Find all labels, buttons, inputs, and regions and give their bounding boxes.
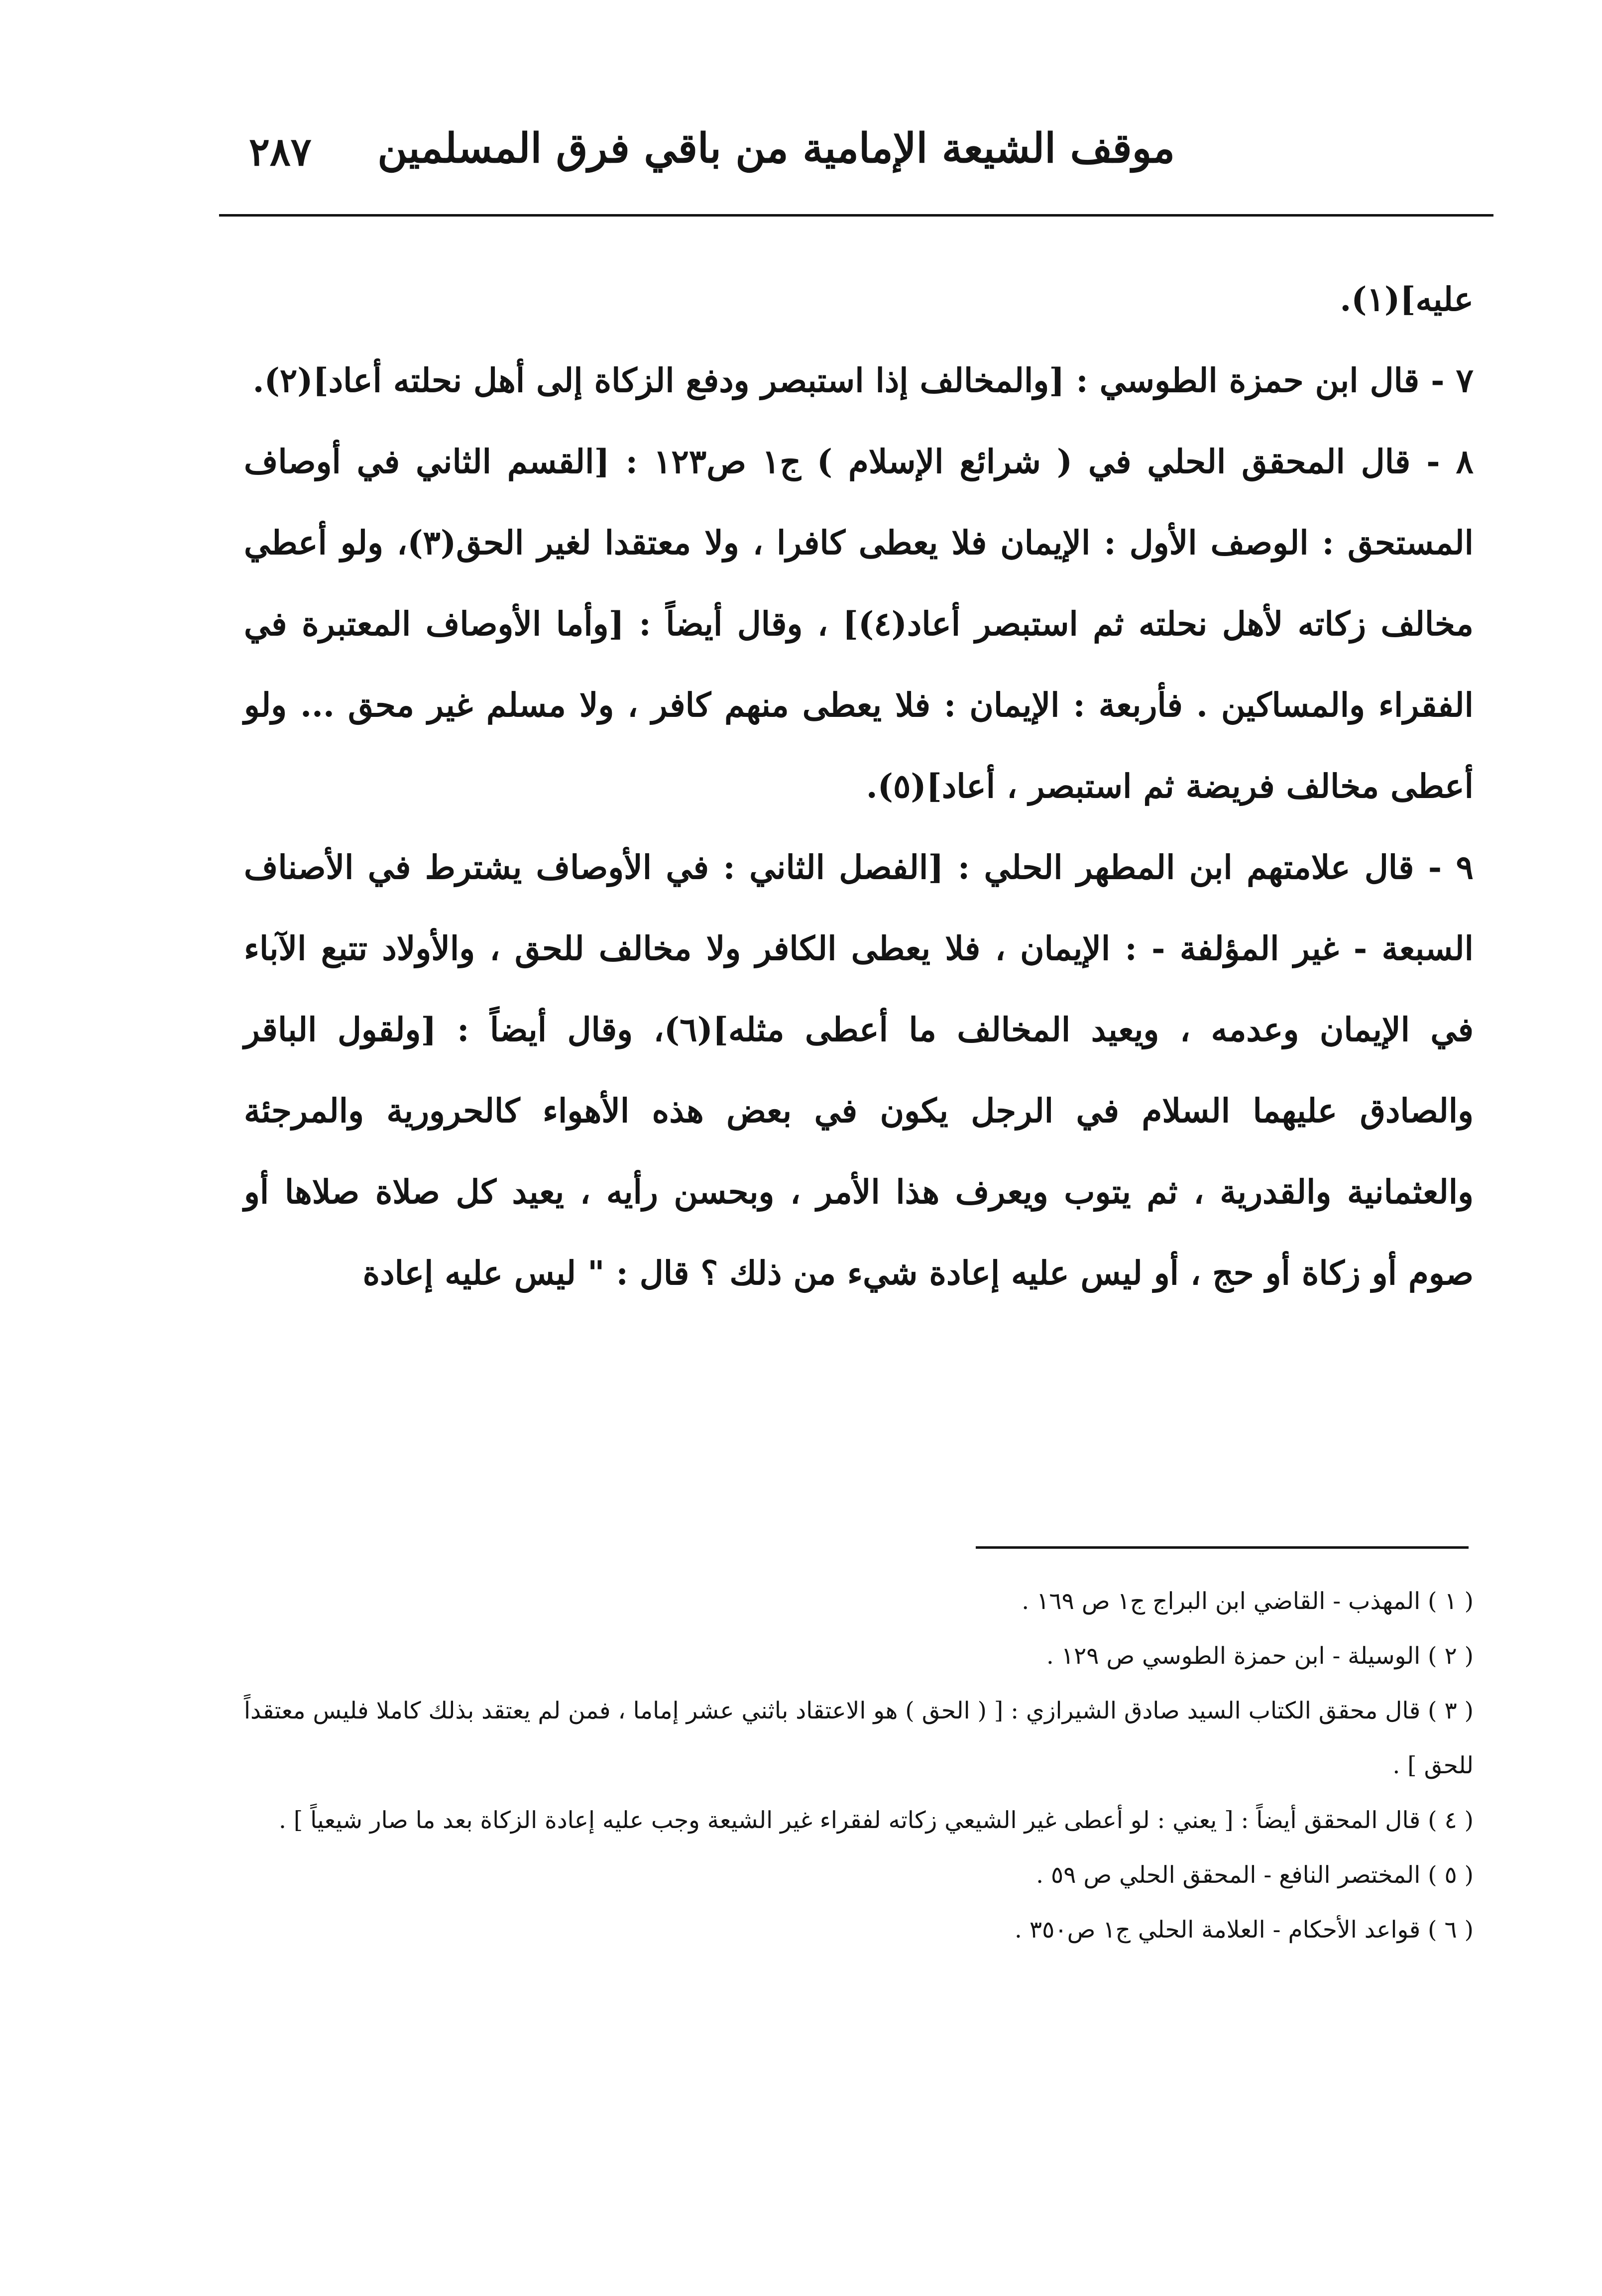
footnote-5: ( ٥ ) المختصر النافع - المحقق الحلي ص ٥٩ . bbox=[1036, 1861, 1474, 1889]
footnote-divider bbox=[976, 1546, 1469, 1549]
footnote-1: ( ١ ) المهذب - القاضي ابن البراج ج١ ص ١٦٩ . bbox=[1022, 1588, 1474, 1615]
paragraph-8: ٨ - قال المحقق الحلي في ( شرائع الإسلام ) ج١ ص١٢٣ : [القسم الثاني في أوصاف المستحق : الوصف الأول : الإيمان فلا يعطى كافرا ، ولا معتقدا لغير الحق(٣)، ولو أعطي مخالف زكاته لأهل نحلته ثم استبصر أعاد(٤)] ، وقال أيضاً : [وأما الأوصاف المعتبرة في الفقراء والمساكين . فأربعة : الإيمان : فلا يعطى منهم كافر ، ولا مسلم غير محق ... ولو أعطى مخالف فريضة ثم استبصر ، أعاد](٥). bbox=[244, 442, 1474, 805]
main-text bbox=[244, 259, 1474, 1314]
header-divider bbox=[219, 214, 1493, 217]
page-number: ٢٨٧ bbox=[249, 129, 312, 175]
footnote-3: ( ٣ ) قال محقق الكتاب السيد صادق الشيرازي : [ ( الحق ) هو الاعتقاد باثني عشر إماما ، فمن لم يعتقد بذلك كاملا فليس معتقداً للحق ] . bbox=[244, 1697, 1474, 1779]
running-header bbox=[219, 115, 1493, 199]
running-title: موقف الشيعة الإمامية من باقي فرق المسلمين bbox=[377, 124, 1175, 172]
footnote-6: ( ٦ ) قواعد الأحكام - العلامة الحلي ج١ ص٣٥٠ . bbox=[1014, 1916, 1474, 1944]
footnotes bbox=[244, 1574, 1474, 1957]
footnote-2: ( ٢ ) الوسيلة - ابن حمزة الطوسي ص ١٢٩ . bbox=[1046, 1642, 1474, 1670]
paragraph-7: ٧ - قال ابن حمزة الطوسي : [والمخالف إذا استبصر ودفع الزكاة إلى أهل نحلته أعاد](٢). bbox=[252, 361, 1474, 400]
paragraph-9: ٩ - قال علامتهم ابن المطهر الحلي : [الفصل الثاني : في الأوصاف يشترط في الأصناف السبعة - غير المؤلفة - : الإيمان ، فلا يعطى الكافر ولا مخالف للحق ، والأولاد تتبع الآباء في الإيمان وعدمه ، ويعيد المخالف ما أعطى مثله](٦)، وقال أيضاً : [ولقول الباقر والصادق عليهما السلام في الرجل يكون في بعض هذه الأهواء كالحرورية والمرجئة والعثمانية والقدرية ، ثم يتوب ويعرف هذا الأمر ، وبحسن رأيه ، يعيد كل صلاة صلاها أو صوم أو زكاة أو حج ، أو ليس عليه إعادة شيء من ذلك ؟ قال : " ليس عليه إعادة bbox=[244, 848, 1474, 1292]
footnote-4: ( ٤ ) قال المحقق أيضاً : [ يعني : لو أعطى غير الشيعي زكاته لفقراء غير الشيعة وجب عليه إعادة الزكاة بعد ما صار شيعياً ] . bbox=[279, 1807, 1474, 1834]
paragraph-continuation: عليه](١). bbox=[1340, 280, 1474, 319]
